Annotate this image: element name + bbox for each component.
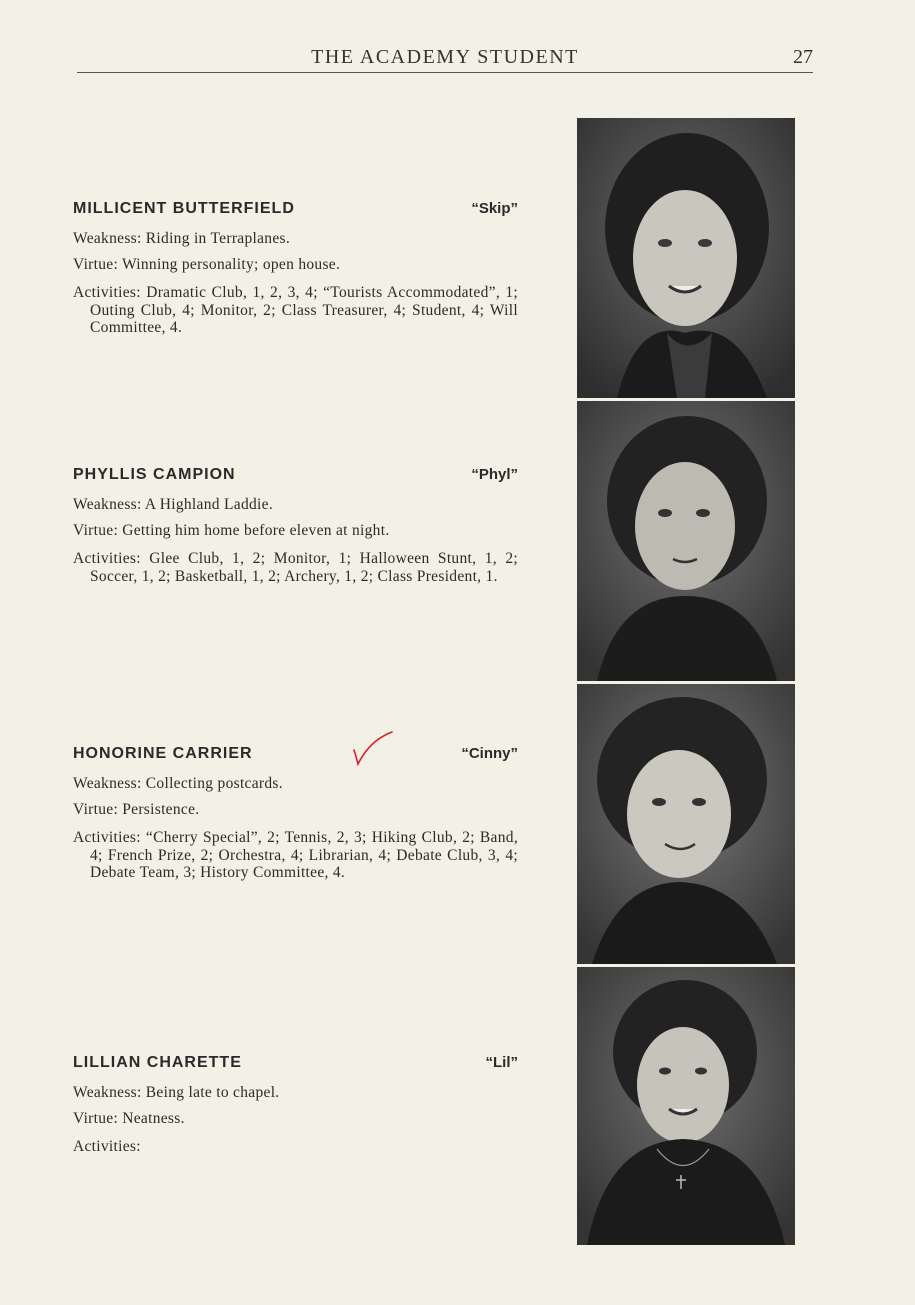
student-activities: Activities: Glee Club, 1, 2; Monitor, 1; Halloween Stunt, 1, 2; Soccer, 1, 2; Basketball, 1, 2; Archery, 1, 2; Class President, 1. (73, 550, 518, 585)
student-virtue: Virtue: Persistence. (73, 801, 200, 818)
portrait-photo (577, 401, 795, 681)
student-weakness: Weakness: A Highland Laddie. (73, 496, 274, 513)
student-name: HONORINE CARRIER (73, 745, 253, 762)
student-name: LILLIAN CHARETTE (73, 1054, 242, 1071)
portrait-photo (577, 967, 795, 1245)
student-nickname: “Phyl” (471, 466, 518, 483)
portrait-photo (577, 118, 795, 398)
student-name: MILLICENT BUTTERFIELD (73, 200, 295, 217)
student-entry (73, 200, 518, 337)
student-weakness: Weakness: Collecting postcards. (73, 775, 283, 792)
student-entry (73, 745, 518, 882)
student-virtue: Virtue: Getting him home before eleven at night. (73, 522, 390, 539)
page-title: THE ACADEMY STUDENT (311, 46, 579, 68)
student-weakness: Weakness: Being late to chapel. (73, 1084, 280, 1101)
student-entry (73, 1054, 518, 1156)
checkmark-icon (350, 730, 394, 766)
student-nickname: “Cinny” (461, 745, 518, 762)
student-virtue: Virtue: Neatness. (73, 1110, 185, 1127)
student-activities: Activities: Dramatic Club, 1, 2, 3, 4; “Tourists Accommodated”, 1; Outing Club, 4; Monitor, 2; Class Treasurer, 4; Student, 4; Will Committee, 4. (73, 284, 518, 336)
student-activities: Activities: (73, 1138, 141, 1155)
page-header (77, 46, 813, 73)
student-entry (73, 466, 518, 585)
student-nickname: “Skip” (471, 200, 518, 217)
portrait-photo (577, 684, 795, 964)
page-number: 27 (793, 46, 813, 68)
student-activities: Activities: “Cherry Special”, 2; Tennis, 2, 3; Hiking Club, 2; Band, 4; French Prize, 2; Orchestra, 4; Librarian, 4; Debate Club, 3, 4; Debate Team, 3; History Committee, 4. (73, 829, 518, 881)
student-virtue: Virtue: Winning personality; open house. (73, 256, 341, 273)
student-name: PHYLLIS CAMPION (73, 466, 236, 483)
student-weakness: Weakness: Riding in Terraplanes. (73, 230, 291, 247)
student-nickname: “Lil” (485, 1054, 518, 1071)
